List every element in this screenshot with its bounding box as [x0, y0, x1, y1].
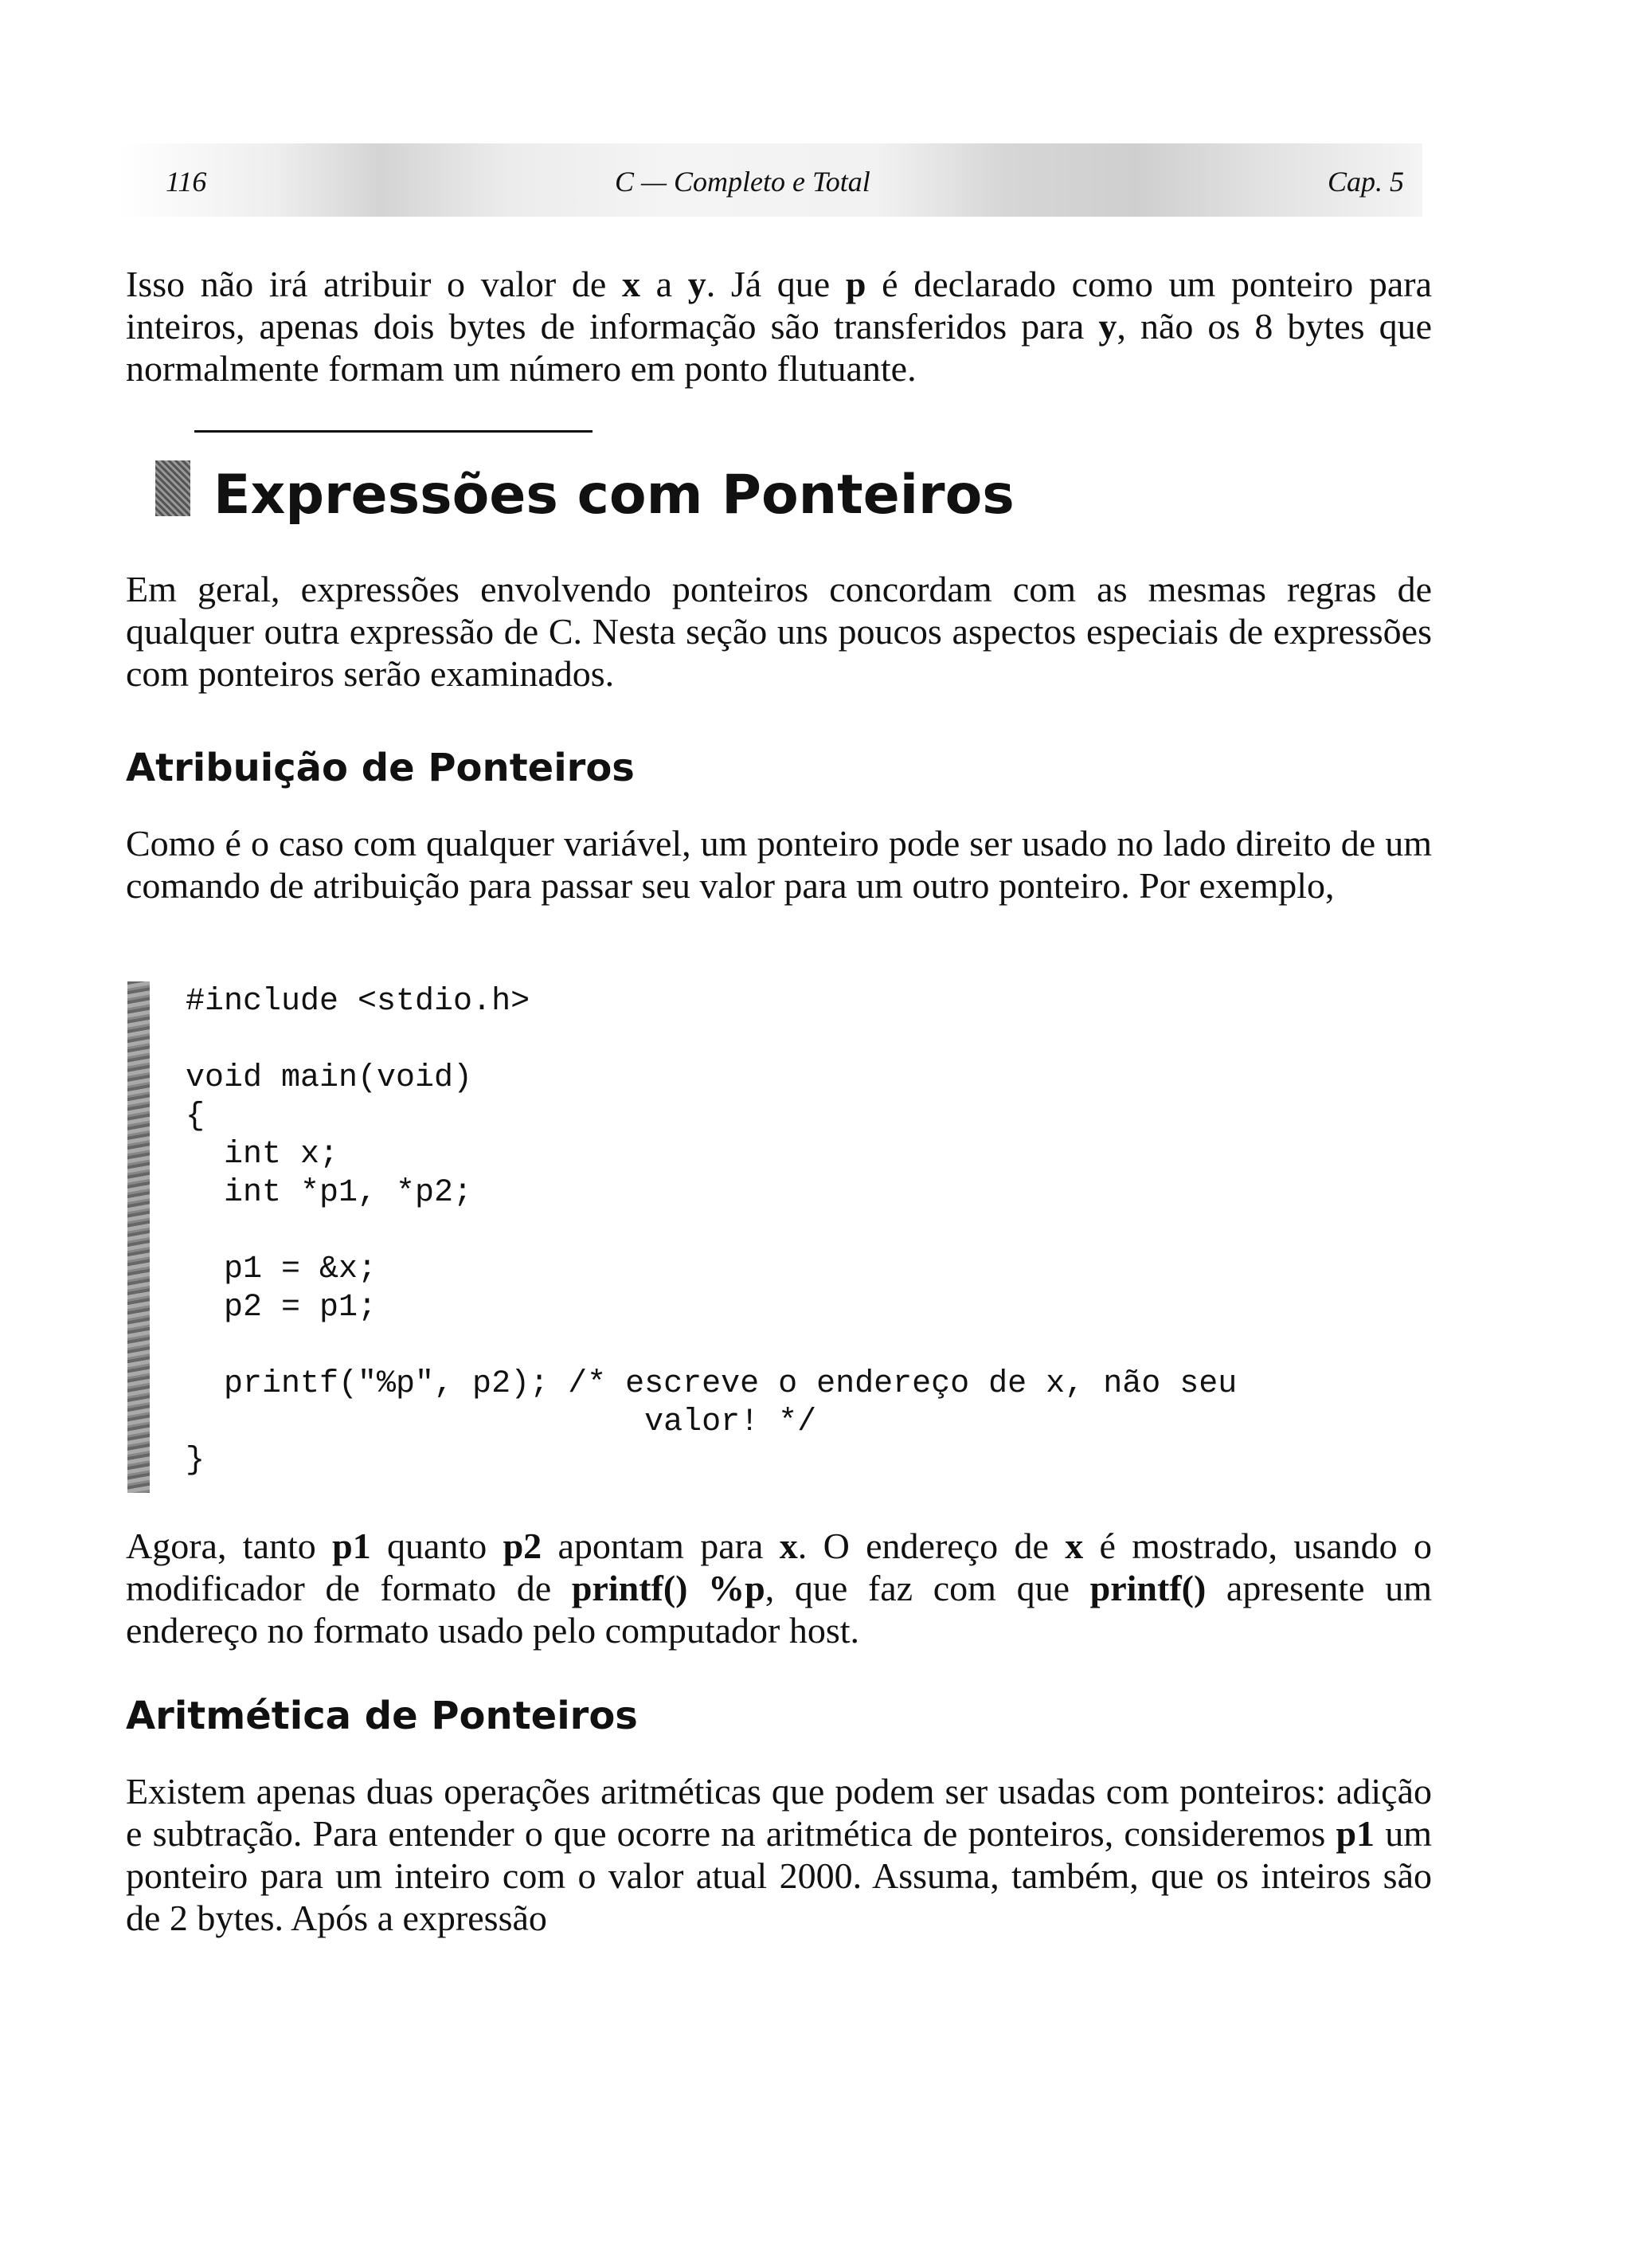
subsection-title-assignment: Atribuição de Ponteiros — [126, 746, 635, 790]
section-title: Expressões com Ponteiros — [213, 464, 1015, 527]
text-run: . Já que — [706, 264, 846, 304]
text-run: um ponteiro para um inteiro com o valor atual 2000. Assuma, também, que os inteiros são de 2 bytes. Após a expressão — [126, 1813, 1433, 1938]
code-term: p2 — [503, 1526, 542, 1566]
text-run: Agora, tanto — [126, 1526, 333, 1566]
text-run: Existem apenas duas operações aritméticas que podem ser usadas com ponteiros: adição e subtração. Para entender o que ocorre na aritmética de ponteiros, consideremos — [126, 1771, 1432, 1854]
text-run: , não os 8 bytes que normalmente formam um número em ponto flutuante. — [126, 306, 1432, 389]
text-run: Isso não irá atribuir o valor de — [126, 264, 622, 304]
code-term: y — [687, 264, 706, 304]
text-run: . O endereço de — [797, 1526, 1066, 1566]
intro-paragraph — [126, 263, 1432, 390]
text-run: apontam para — [542, 1526, 780, 1566]
code-line: p2 = p1; — [186, 1290, 377, 1326]
after-code-paragraph — [126, 1525, 1432, 1651]
chapter-label: Cap. 5 — [1328, 166, 1405, 198]
code-line — [186, 1327, 1237, 1365]
text-run: quanto — [370, 1526, 503, 1566]
code-term: x — [621, 264, 640, 304]
text-run — [687, 1568, 708, 1608]
section-marker — [155, 460, 190, 516]
code-term: p — [845, 264, 866, 304]
code-term: x — [1065, 1526, 1084, 1566]
code-term: p1 — [1336, 1813, 1375, 1854]
code-term: %p — [708, 1568, 765, 1608]
code-term: printf() — [571, 1568, 688, 1608]
subsection-title-arithmetic: Aritmética de Ponteiros — [126, 1694, 638, 1738]
code-line: printf("%p", p2); /* escreve o endereço de x, não seu — [186, 1366, 1238, 1402]
text-run: a — [639, 264, 688, 304]
code-term: x — [779, 1526, 798, 1566]
code-term: y — [1098, 306, 1117, 347]
code-sidebar — [127, 981, 150, 1493]
code-line: int *p1, *p2; — [186, 1175, 473, 1211]
section-paragraph: Em geral, expressões envolvendo ponteiros concordam com as mesmas regras de qualquer outra expressão de C. Nesta seção uns poucos aspectos especiais de expressões com ponteiros serão examinados. — [126, 569, 1432, 694]
text-run: , que faz com que — [765, 1568, 1090, 1608]
code-term: printf() — [1089, 1568, 1207, 1608]
code-line: { — [186, 1099, 205, 1134]
section-rule — [194, 430, 593, 433]
code-line: int x; — [186, 1137, 339, 1173]
code-term: p1 — [332, 1526, 371, 1566]
page-number: 116 — [166, 166, 207, 198]
code-line: } — [186, 1443, 205, 1479]
book-title: C — Completo e Total — [615, 166, 870, 198]
code-line: void main(void) — [186, 1060, 473, 1096]
code-line: valor! */ — [186, 1404, 817, 1440]
code-block — [186, 983, 1237, 1480]
arithmetic-paragraph — [126, 1770, 1432, 1939]
text-run: apresente um endereço no formato usado pelo computador host. — [126, 1568, 1433, 1651]
code-line: #include <stdio.h> — [186, 984, 530, 1020]
assignment-paragraph: Como é o caso com qualquer variável, um ponteiro pode ser usado no lado direito de um comando de atribuição para passar seu valor para um outro ponteiro. Por exemplo, — [126, 823, 1432, 906]
code-line — [186, 1021, 1237, 1060]
text-run: é mostrado, usando o modificador de formato de — [126, 1526, 1433, 1608]
text-run: é declarado como um ponteiro para inteiros, apenas dois bytes de informação são transferidos para — [126, 264, 1433, 347]
code-line — [186, 1212, 1237, 1251]
code-line: p1 = &x; — [186, 1252, 377, 1287]
